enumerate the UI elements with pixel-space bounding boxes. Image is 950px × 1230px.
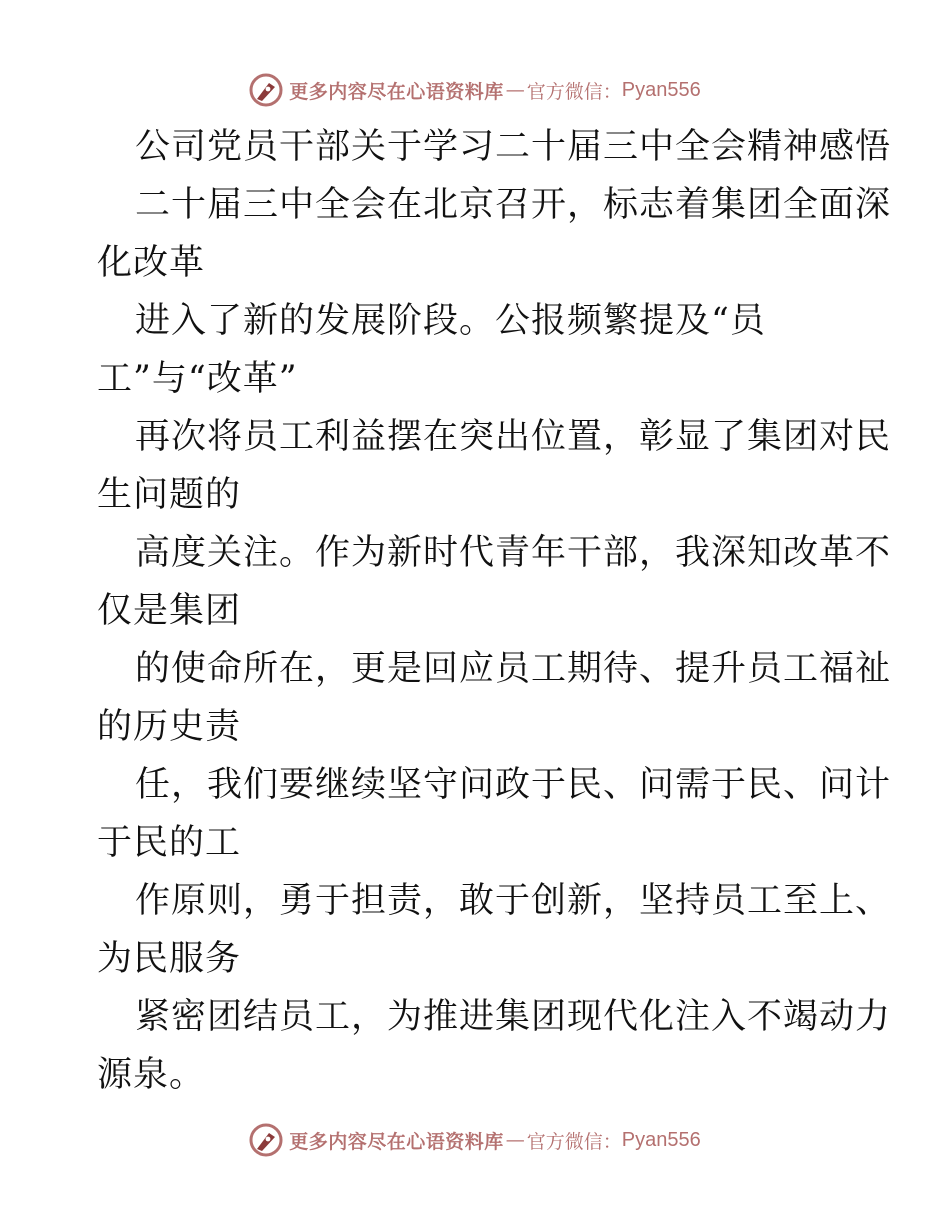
paragraph-line: 为民服务	[97, 939, 242, 979]
paragraph-line: 于民的工	[97, 823, 242, 863]
pen-nib-icon	[249, 1123, 283, 1157]
watermark-site-text: 更多内容尽在心语资料库	[289, 80, 504, 103]
paragraph-line: 二十届三中全会在北京召开，标志着集团全面深	[135, 185, 892, 225]
watermark-separator: —	[505, 1129, 525, 1151]
paragraph-line: 高度关注。作为新时代青年干部，我深知改革不	[135, 533, 892, 573]
paragraph-line: 工”与“改革”	[97, 359, 298, 399]
watermark-wechat-id: Pyan556	[621, 1128, 701, 1151]
watermark-site-text: 更多内容尽在心语资料库	[289, 1130, 504, 1153]
paragraph-line: 仅是集团	[97, 591, 242, 631]
paragraph-line: 生问题的	[97, 475, 242, 515]
paragraph-line: 的历史责	[97, 707, 242, 747]
watermark-banner-bottom	[0, 1120, 950, 1160]
document-body	[97, 118, 892, 1104]
paragraph-line: 紧密团结员工，为推进集团现代化注入不竭动力	[135, 997, 892, 1037]
paragraph-line: 进入了新的发展阶段。公报频繁提及“员	[135, 301, 766, 341]
paragraph-line: 作原则，勇于担责，敢于创新，坚持员工至上、	[135, 881, 892, 921]
paragraph-line: 的使命所在，更是回应员工期待、提升员工福祉	[135, 649, 892, 689]
watermark-separator: —	[505, 79, 525, 101]
paragraph-line: 任，我们要继续坚守问政于民、问需于民、问计	[135, 765, 892, 805]
paragraph-line: 再次将员工利益摆在突出位置，彰显了集团对民	[135, 417, 892, 457]
watermark-wechat-label: 官方微信：	[526, 80, 622, 103]
watermark-banner-top	[0, 70, 950, 110]
watermark-wechat-id: Pyan556	[621, 78, 701, 101]
paragraph-line: 化改革	[97, 243, 206, 283]
watermark-wechat-label: 官方微信：	[526, 1130, 622, 1153]
paragraph-lines	[97, 176, 892, 1104]
document-title: 公司党员干部关于学习二十届三中全会精神感悟	[135, 127, 892, 167]
pen-nib-icon	[249, 73, 283, 107]
paragraph-line: 源泉。	[97, 1055, 206, 1095]
